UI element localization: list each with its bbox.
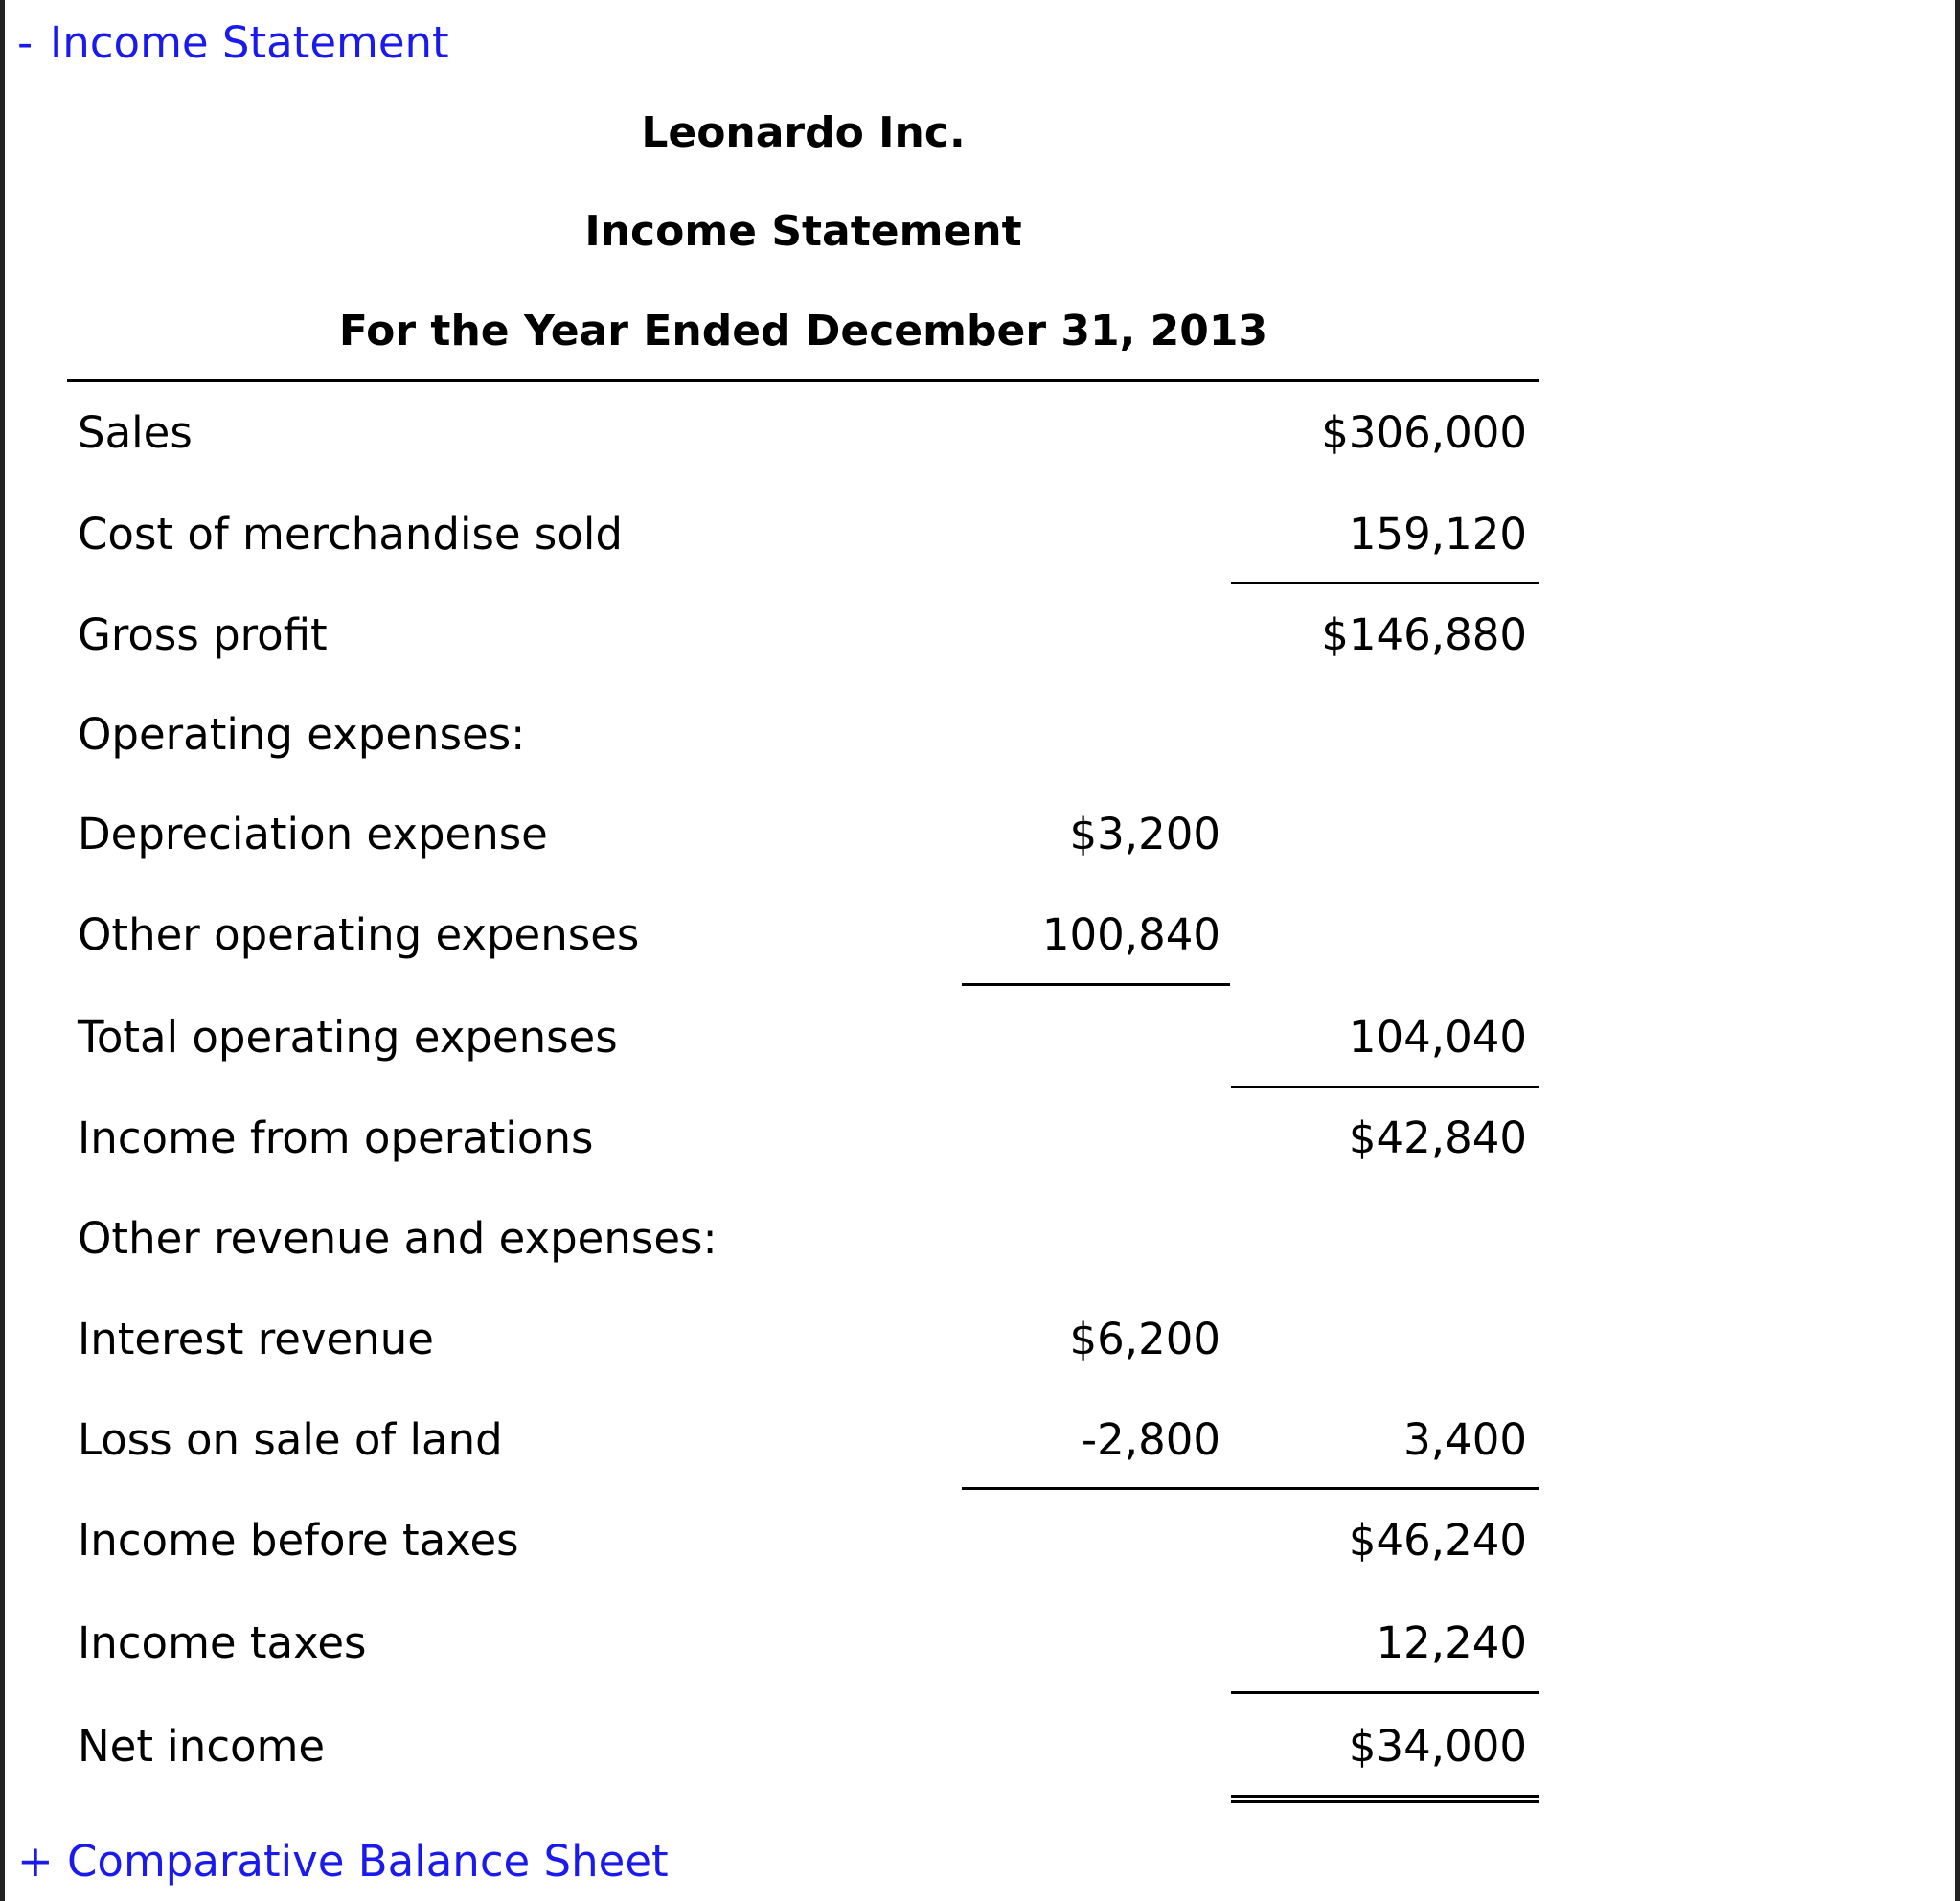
table-row (0, 1210, 1960, 1268)
row-label: Income before taxes (78, 1515, 519, 1566)
row-label: Income from operations (78, 1112, 594, 1163)
table-row (0, 607, 1960, 664)
row-value-col2: 12,240 (1376, 1617, 1527, 1668)
row-label: Other revenue and expenses: (78, 1213, 718, 1264)
statement-period: For the Year Ended December 31, 2013 (338, 307, 1268, 355)
table-row (0, 1718, 1960, 1775)
subtotal-rule (962, 1487, 1539, 1490)
balance-sheet-toggle-link[interactable] (17, 1836, 669, 1887)
company-name: Leonardo Inc. (641, 108, 966, 157)
table-row (0, 906, 1960, 964)
table-row (0, 1311, 1960, 1368)
row-label: Loss on sale of land (78, 1414, 503, 1465)
statement-title: Income Statement (584, 207, 1022, 256)
subtotal-rule (962, 983, 1230, 986)
header-divider (67, 379, 1539, 382)
table-row (0, 506, 1960, 563)
income-statement-toggle-link[interactable] (17, 17, 449, 68)
subtotal-rule (1231, 1086, 1539, 1088)
row-value-col2: $146,880 (1321, 609, 1527, 660)
subtotal-rule (1231, 582, 1539, 584)
table-row (0, 404, 1960, 462)
row-label: Gross profit (78, 609, 328, 660)
row-value-col2: $34,000 (1348, 1721, 1527, 1772)
row-label: Cost of merchandise sold (78, 509, 623, 560)
income-statement-link-label: Income Statement (50, 17, 449, 68)
row-label: Operating expenses: (78, 709, 526, 760)
row-value-col2: $306,000 (1321, 407, 1527, 458)
row-label: Income taxes (78, 1617, 367, 1668)
subtotal-rule (1231, 1691, 1539, 1694)
row-label: Other operating expenses (78, 909, 640, 960)
table-row (0, 706, 1960, 764)
collapse-icon: - (17, 17, 34, 68)
table-row (0, 806, 1960, 863)
table-row (0, 1110, 1960, 1167)
total-double-rule (1231, 1795, 1539, 1803)
row-value-col2: 3,400 (1403, 1414, 1527, 1465)
row-label: Sales (78, 407, 193, 458)
table-row (0, 1411, 1960, 1469)
row-label: Depreciation expense (78, 809, 548, 859)
row-value-col2: 159,120 (1348, 509, 1527, 560)
table-row (0, 1009, 1960, 1066)
balance-sheet-link-label: Comparative Balance Sheet (67, 1836, 669, 1887)
row-value-col2: 104,040 (1348, 1012, 1527, 1063)
row-label: Total operating expenses (78, 1012, 618, 1063)
row-label: Net income (78, 1721, 326, 1772)
row-value-col2: $46,240 (1348, 1515, 1527, 1566)
row-value-col1: -2,800 (1081, 1414, 1220, 1465)
row-value-col1: $3,200 (1069, 809, 1220, 859)
row-value-col1: $6,200 (1069, 1314, 1220, 1364)
table-row (0, 1615, 1960, 1672)
row-value-col2: $42,840 (1348, 1112, 1527, 1163)
expand-icon: + (17, 1836, 54, 1887)
row-label: Interest revenue (78, 1314, 434, 1364)
row-value-col1: 100,840 (1041, 909, 1220, 960)
table-row (0, 1512, 1960, 1569)
